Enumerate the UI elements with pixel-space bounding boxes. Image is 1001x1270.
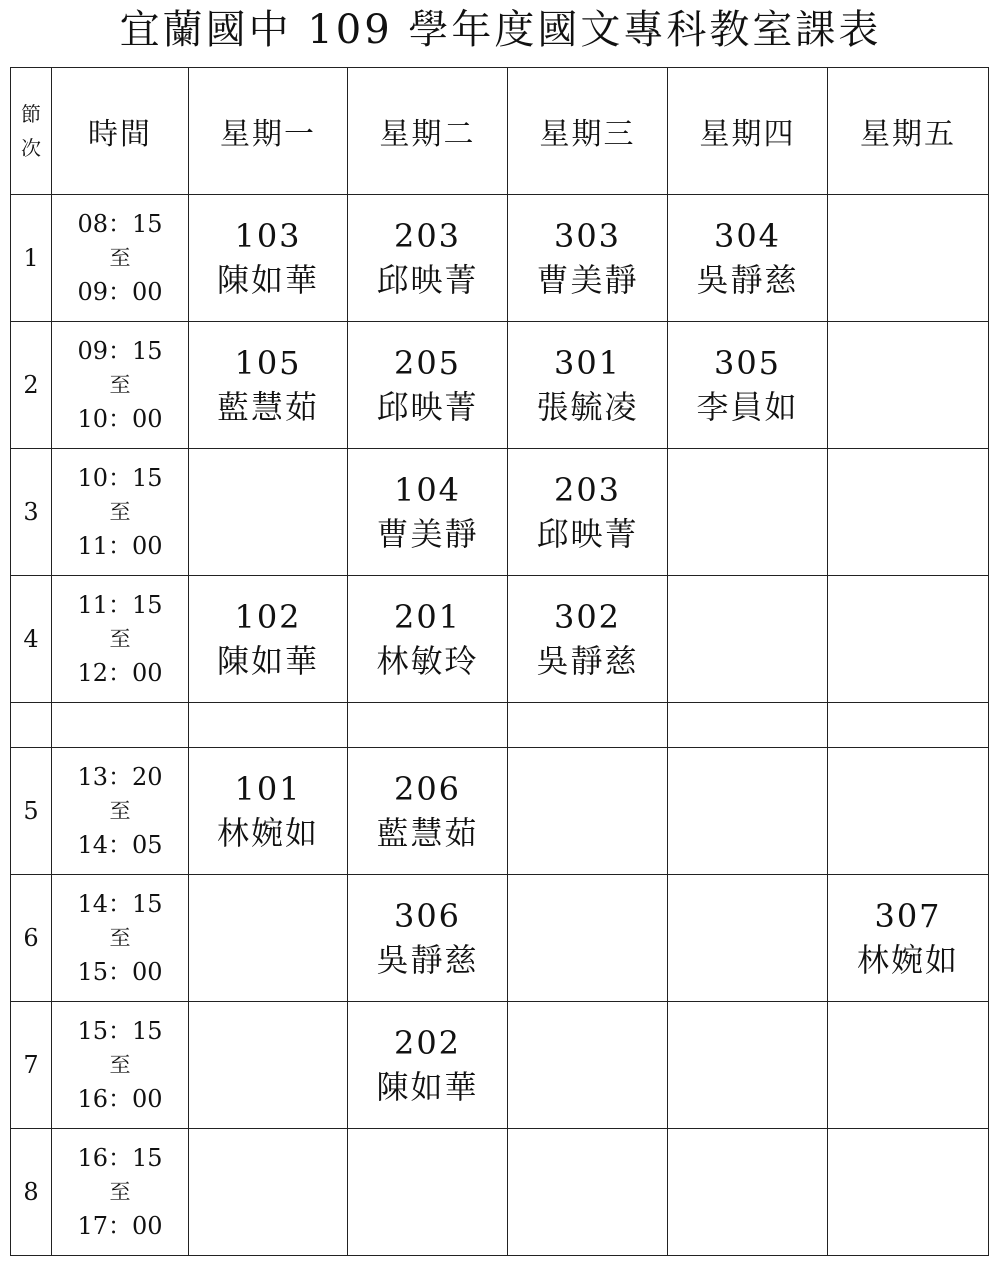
slot-thursday bbox=[668, 748, 828, 875]
class-number: 206 bbox=[393, 770, 462, 808]
slot-tuesday bbox=[348, 449, 508, 576]
day-header-monday: 星期一 bbox=[189, 68, 348, 195]
slot-wednesday bbox=[508, 322, 668, 449]
period-header bbox=[11, 68, 52, 195]
time-range bbox=[52, 875, 189, 1002]
lunch-break-cell bbox=[508, 703, 668, 748]
slot-monday bbox=[189, 322, 348, 449]
period-number: 3 bbox=[11, 449, 52, 576]
day-header-tuesday: 星期二 bbox=[348, 68, 508, 195]
teacher-name: 陳如華 bbox=[216, 261, 319, 299]
lunch-break-cell bbox=[52, 703, 189, 748]
period-number: 2 bbox=[11, 322, 52, 449]
slot-friday bbox=[828, 449, 989, 576]
period-number: 1 bbox=[11, 195, 52, 322]
lunch-break-cell bbox=[348, 703, 508, 748]
time-end: 14：05 bbox=[77, 831, 163, 859]
slot-thursday bbox=[668, 875, 828, 1002]
slot-tuesday bbox=[348, 322, 508, 449]
teacher-name: 藍慧茹 bbox=[216, 388, 319, 426]
slot-thursday bbox=[668, 195, 828, 322]
slot-monday bbox=[189, 1002, 348, 1129]
slot-tuesday bbox=[348, 1129, 508, 1256]
period-number: 7 bbox=[11, 1002, 52, 1129]
time-to: 至 bbox=[109, 926, 131, 950]
slot-thursday bbox=[668, 1129, 828, 1256]
schedule-table bbox=[10, 67, 989, 1256]
slot-monday bbox=[189, 195, 348, 322]
slot-tuesday bbox=[348, 748, 508, 875]
time-range bbox=[52, 576, 189, 703]
time-to: 至 bbox=[109, 373, 131, 397]
time-range bbox=[52, 748, 189, 875]
time-to: 至 bbox=[109, 500, 131, 524]
table-row bbox=[11, 576, 989, 703]
teacher-name: 林婉如 bbox=[216, 814, 319, 852]
time-to: 至 bbox=[109, 1180, 131, 1204]
time-range bbox=[52, 449, 189, 576]
lunch-break-cell bbox=[189, 703, 348, 748]
teacher-name: 吳靜慈 bbox=[696, 261, 799, 299]
day-header-wednesday: 星期三 bbox=[508, 68, 668, 195]
lunch-break-cell bbox=[11, 703, 52, 748]
slot-tuesday bbox=[348, 195, 508, 322]
teacher-name: 邱映菁 bbox=[376, 261, 479, 299]
table-row bbox=[11, 1002, 989, 1129]
time-to: 至 bbox=[109, 627, 131, 651]
class-number: 306 bbox=[393, 897, 462, 935]
slot-friday bbox=[828, 875, 989, 1002]
period-number: 8 bbox=[11, 1129, 52, 1256]
teacher-name: 邱映菁 bbox=[376, 388, 479, 426]
slot-monday bbox=[189, 748, 348, 875]
time-start: 11：15 bbox=[77, 591, 163, 619]
class-number: 303 bbox=[553, 217, 622, 255]
header-row bbox=[11, 68, 989, 195]
teacher-name: 吳靜慈 bbox=[376, 941, 479, 979]
class-number: 104 bbox=[393, 471, 462, 509]
lunch-break-row bbox=[11, 703, 989, 748]
slot-wednesday bbox=[508, 576, 668, 703]
slot-tuesday bbox=[348, 875, 508, 1002]
slot-friday bbox=[828, 1129, 989, 1256]
class-number: 304 bbox=[713, 217, 782, 255]
time-range bbox=[52, 1129, 189, 1256]
teacher-name: 曹美靜 bbox=[536, 261, 639, 299]
table-row bbox=[11, 1129, 989, 1256]
class-number: 307 bbox=[874, 897, 942, 935]
time-start: 16：15 bbox=[77, 1144, 163, 1172]
teacher-name: 李員如 bbox=[696, 388, 799, 426]
time-start: 08：15 bbox=[77, 210, 163, 238]
lunch-break-cell bbox=[828, 703, 989, 748]
slot-friday bbox=[828, 576, 989, 703]
teacher-name: 林婉如 bbox=[856, 941, 959, 979]
slot-friday bbox=[828, 195, 989, 322]
schedule-body bbox=[11, 195, 989, 1256]
period-header-bottom: 次 bbox=[21, 136, 41, 160]
time-range bbox=[52, 195, 189, 322]
class-number: 205 bbox=[393, 344, 462, 382]
class-number: 305 bbox=[713, 344, 782, 382]
teacher-name: 林敏玲 bbox=[376, 642, 479, 680]
class-number: 203 bbox=[393, 217, 462, 255]
time-to: 至 bbox=[109, 1053, 131, 1077]
class-number: 101 bbox=[234, 770, 302, 808]
class-number: 102 bbox=[234, 598, 302, 636]
slot-wednesday bbox=[508, 1002, 668, 1129]
table-row bbox=[11, 449, 989, 576]
slot-thursday bbox=[668, 322, 828, 449]
slot-monday bbox=[189, 576, 348, 703]
time-end: 11：00 bbox=[77, 532, 163, 560]
time-range bbox=[52, 322, 189, 449]
slot-wednesday bbox=[508, 449, 668, 576]
teacher-name: 曹美靜 bbox=[376, 515, 479, 553]
slot-monday bbox=[189, 875, 348, 1002]
slot-monday bbox=[189, 449, 348, 576]
class-number: 203 bbox=[553, 471, 622, 509]
slot-thursday bbox=[668, 1002, 828, 1129]
teacher-name: 陳如華 bbox=[216, 642, 319, 680]
slot-thursday bbox=[668, 576, 828, 703]
slot-friday bbox=[828, 748, 989, 875]
teacher-name: 張毓凌 bbox=[536, 388, 639, 426]
class-number: 103 bbox=[234, 217, 302, 255]
time-end: 17：00 bbox=[77, 1212, 163, 1240]
slot-wednesday bbox=[508, 748, 668, 875]
teacher-name: 陳如華 bbox=[376, 1068, 479, 1106]
time-end: 15：00 bbox=[77, 958, 163, 986]
teacher-name: 邱映菁 bbox=[536, 515, 639, 553]
period-header-top: 節 bbox=[21, 102, 41, 126]
class-number: 201 bbox=[393, 598, 462, 636]
slot-thursday bbox=[668, 449, 828, 576]
time-end: 16：00 bbox=[77, 1085, 163, 1113]
time-start: 10：15 bbox=[77, 464, 163, 492]
slot-wednesday bbox=[508, 1129, 668, 1256]
table-row bbox=[11, 748, 989, 875]
time-end: 10：00 bbox=[77, 405, 163, 433]
slot-tuesday bbox=[348, 1002, 508, 1129]
slot-wednesday bbox=[508, 195, 668, 322]
lunch-break-cell bbox=[668, 703, 828, 748]
day-header-friday: 星期五 bbox=[828, 68, 989, 195]
class-number: 105 bbox=[234, 344, 302, 382]
teacher-name: 藍慧茹 bbox=[376, 814, 479, 852]
table-row bbox=[11, 195, 989, 322]
period-number: 6 bbox=[11, 875, 52, 1002]
slot-tuesday bbox=[348, 576, 508, 703]
class-number: 302 bbox=[553, 598, 622, 636]
page-title: 宜蘭國中 109 學年度國文專科教室課表 bbox=[119, 7, 882, 53]
slot-monday bbox=[189, 1129, 348, 1256]
table-row bbox=[11, 875, 989, 1002]
class-number: 301 bbox=[553, 344, 622, 382]
slot-friday bbox=[828, 1002, 989, 1129]
time-end: 09：00 bbox=[77, 278, 163, 306]
slot-friday bbox=[828, 322, 989, 449]
period-number: 5 bbox=[11, 748, 52, 875]
slot-wednesday bbox=[508, 875, 668, 1002]
time-start: 14：15 bbox=[77, 890, 163, 918]
table-row bbox=[11, 322, 989, 449]
time-start: 13：20 bbox=[77, 763, 163, 791]
teacher-name: 吳靜慈 bbox=[536, 642, 639, 680]
period-number: 4 bbox=[11, 576, 52, 703]
day-header-thursday: 星期四 bbox=[668, 68, 828, 195]
time-to: 至 bbox=[109, 799, 131, 823]
time-header: 時間 bbox=[52, 68, 189, 195]
time-range bbox=[52, 1002, 189, 1129]
time-to: 至 bbox=[109, 246, 131, 270]
time-start: 15：15 bbox=[77, 1017, 163, 1045]
class-number: 202 bbox=[393, 1024, 462, 1062]
time-end: 12：00 bbox=[77, 659, 163, 687]
time-start: 09：15 bbox=[77, 337, 163, 365]
